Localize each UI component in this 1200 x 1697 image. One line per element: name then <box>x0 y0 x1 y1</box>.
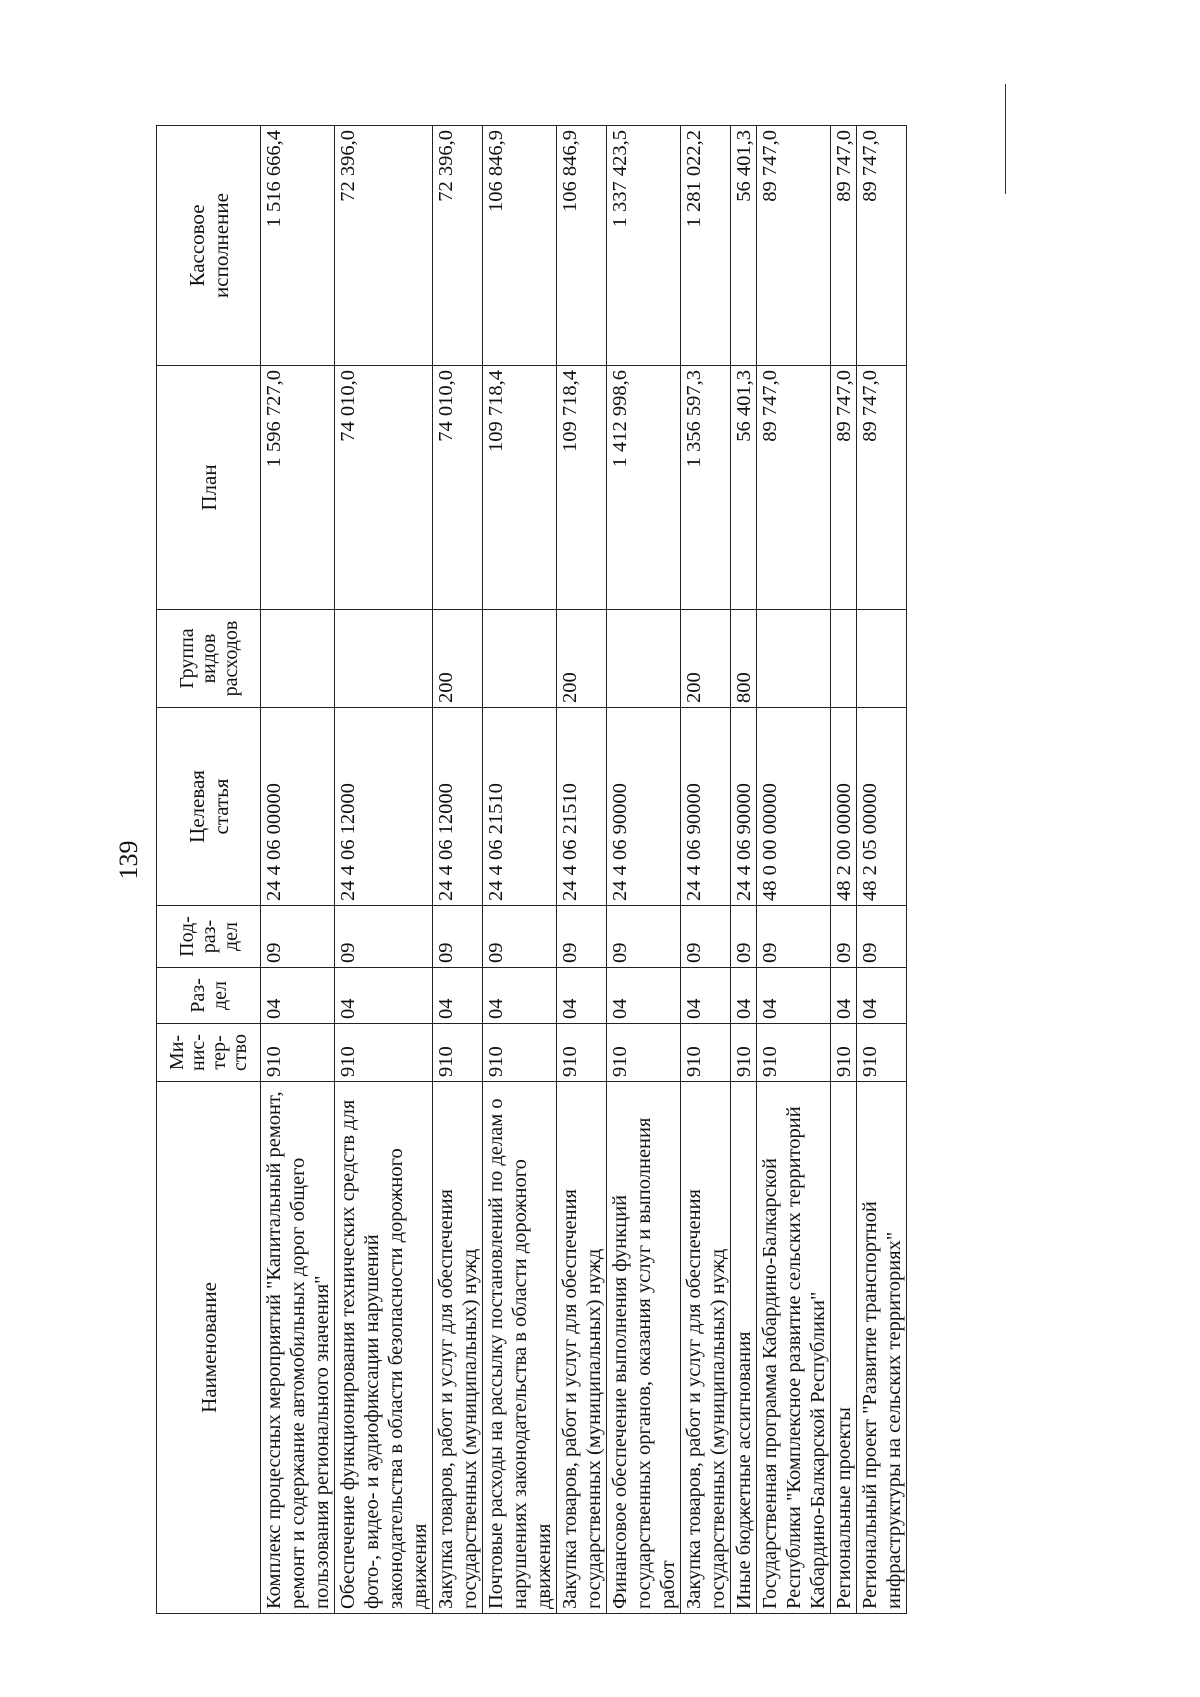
cell-expense-group <box>607 610 681 708</box>
cell-section: 04 <box>681 968 731 1024</box>
cell-section: 04 <box>557 968 607 1024</box>
cell-ministry: 910 <box>335 1024 433 1082</box>
header-expense-group: Группа видов расходов <box>157 610 261 708</box>
cell-subsection: 09 <box>261 906 335 968</box>
cell-name: Обеспечение функционирования технических средств для фото-, видео- и аудиофиксации нарушений законодательства в области безопасности дорожного движения <box>335 1082 433 1614</box>
header-execution: Кассовое исполнение <box>157 126 261 366</box>
rotated-page-content <box>110 60 1010 1660</box>
cell-section: 04 <box>857 968 907 1024</box>
table-row <box>607 126 681 1614</box>
page-number: 139 <box>114 840 143 880</box>
table-row <box>757 126 831 1614</box>
table-row <box>335 126 433 1614</box>
table-header-row <box>157 126 261 1614</box>
cell-plan: 109 718,4 <box>557 366 607 610</box>
cell-name: Финансовое обеспечение выполнения функций государственных органов, оказания услуг и выполнения работ <box>607 1082 681 1614</box>
header-subsection: Под- раз- дел <box>157 906 261 968</box>
cell-ministry: 910 <box>681 1024 731 1082</box>
cell-target: 24 4 06 90000 <box>681 708 731 906</box>
cell-expense-group <box>857 610 907 708</box>
cell-subsection: 09 <box>433 906 483 968</box>
cell-ministry: 910 <box>483 1024 557 1082</box>
cell-plan: 89 747,0 <box>857 366 907 610</box>
cell-execution: 1 337 423,5 <box>607 126 681 366</box>
cell-plan: 89 747,0 <box>757 366 831 610</box>
cell-ministry: 910 <box>831 1024 857 1082</box>
cell-section: 04 <box>831 968 857 1024</box>
cell-ministry: 910 <box>731 1024 757 1082</box>
cell-execution: 89 747,0 <box>757 126 831 366</box>
table-row <box>831 126 857 1614</box>
cell-name: Комплекс процессных мероприятий "Капитальный ремонт, ремонт и содержание автомобильных дорог общего пользования регионального значения" <box>261 1082 335 1614</box>
cell-plan: 74 010,0 <box>433 366 483 610</box>
table-row <box>681 126 731 1614</box>
cell-section: 04 <box>433 968 483 1024</box>
table-row <box>433 126 483 1614</box>
cell-name: Иные бюджетные ассигнования <box>731 1082 757 1614</box>
cell-plan: 1 356 597,3 <box>681 366 731 610</box>
cell-target: 24 4 06 90000 <box>607 708 681 906</box>
cell-target: 24 4 06 90000 <box>731 708 757 906</box>
cell-expense-group <box>483 610 557 708</box>
cell-name: Региональные проекты <box>831 1082 857 1614</box>
cell-plan: 1 412 998,6 <box>607 366 681 610</box>
cell-expense-group: 200 <box>681 610 731 708</box>
cell-subsection: 09 <box>335 906 433 968</box>
header-ministry: Ми- нис- тер- ство <box>157 1024 261 1082</box>
cell-plan: 89 747,0 <box>831 366 857 610</box>
cell-target: 48 2 05 00000 <box>857 708 907 906</box>
cell-name: Закупка товаров, работ и услуг для обеспечения государственных (муниципальных) нужд <box>681 1082 731 1614</box>
cell-execution: 1 281 022,2 <box>681 126 731 366</box>
cell-target: 24 4 06 12000 <box>335 708 433 906</box>
cell-execution: 106 846,9 <box>557 126 607 366</box>
cell-target: 24 4 06 21510 <box>557 708 607 906</box>
header-plan: План <box>157 366 261 610</box>
cell-target: 24 4 06 00000 <box>261 708 335 906</box>
cell-section: 04 <box>757 968 831 1024</box>
table-row <box>261 126 335 1614</box>
header-name: Наименование <box>157 1082 261 1614</box>
cell-plan: 1 596 727,0 <box>261 366 335 610</box>
header-target: Целевая статья <box>157 708 261 906</box>
cell-subsection: 09 <box>731 906 757 968</box>
cell-execution: 89 747,0 <box>831 126 857 366</box>
cell-expense-group <box>757 610 831 708</box>
table-row <box>857 126 907 1614</box>
table-body <box>261 126 907 1614</box>
cell-subsection: 09 <box>831 906 857 968</box>
cell-ministry: 910 <box>857 1024 907 1082</box>
cell-name: Почтовые расходы на рассылку постановлений по делам о нарушениях законодательства в области дорожного движения <box>483 1082 557 1614</box>
cell-subsection: 09 <box>757 906 831 968</box>
cell-target: 48 2 00 00000 <box>831 708 857 906</box>
cell-name: Закупка товаров, работ и услуг для обеспечения государственных (муниципальных) нужд <box>557 1082 607 1614</box>
cell-target: 48 0 00 00000 <box>757 708 831 906</box>
cell-expense-group <box>335 610 433 708</box>
header-section: Раз- дел <box>157 968 261 1024</box>
cell-target: 24 4 06 21510 <box>483 708 557 906</box>
cell-subsection: 09 <box>681 906 731 968</box>
cell-section: 04 <box>261 968 335 1024</box>
cell-section: 04 <box>607 968 681 1024</box>
cell-execution: 1 516 666,4 <box>261 126 335 366</box>
table-row <box>557 126 607 1614</box>
cell-execution: 72 396,0 <box>433 126 483 366</box>
divider <box>1005 84 1006 194</box>
cell-name: Региональный проект "Развитие транспортной инфраструктуры на сельских территориях" <box>857 1082 907 1614</box>
cell-expense-group: 800 <box>731 610 757 708</box>
cell-execution: 106 846,9 <box>483 126 557 366</box>
cell-subsection: 09 <box>557 906 607 968</box>
cell-target: 24 4 06 12000 <box>433 708 483 906</box>
cell-execution: 72 396,0 <box>335 126 433 366</box>
cell-name: Государственная программа Кабардино-Балкарской Республики "Комплексное развитие сельских территорий Кабардино-Балкарской Республики" <box>757 1082 831 1614</box>
cell-ministry: 910 <box>261 1024 335 1082</box>
cell-ministry: 910 <box>757 1024 831 1082</box>
cell-expense-group <box>261 610 335 708</box>
cell-subsection: 09 <box>483 906 557 968</box>
cell-subsection: 09 <box>857 906 907 968</box>
cell-execution: 89 747,0 <box>857 126 907 366</box>
budget-table <box>156 125 907 1614</box>
cell-name: Закупка товаров, работ и услуг для обеспечения государственных (муниципальных) нужд <box>433 1082 483 1614</box>
cell-expense-group: 200 <box>433 610 483 708</box>
cell-execution: 56 401,3 <box>731 126 757 366</box>
cell-subsection: 09 <box>607 906 681 968</box>
cell-section: 04 <box>335 968 433 1024</box>
cell-plan: 74 010,0 <box>335 366 433 610</box>
cell-ministry: 910 <box>433 1024 483 1082</box>
cell-expense-group: 200 <box>557 610 607 708</box>
cell-ministry: 910 <box>607 1024 681 1082</box>
cell-plan: 56 401,3 <box>731 366 757 610</box>
table-row <box>483 126 557 1614</box>
table-row <box>731 126 757 1614</box>
cell-plan: 109 718,4 <box>483 366 557 610</box>
cell-ministry: 910 <box>557 1024 607 1082</box>
cell-expense-group <box>831 610 857 708</box>
cell-section: 04 <box>731 968 757 1024</box>
cell-section: 04 <box>483 968 557 1024</box>
